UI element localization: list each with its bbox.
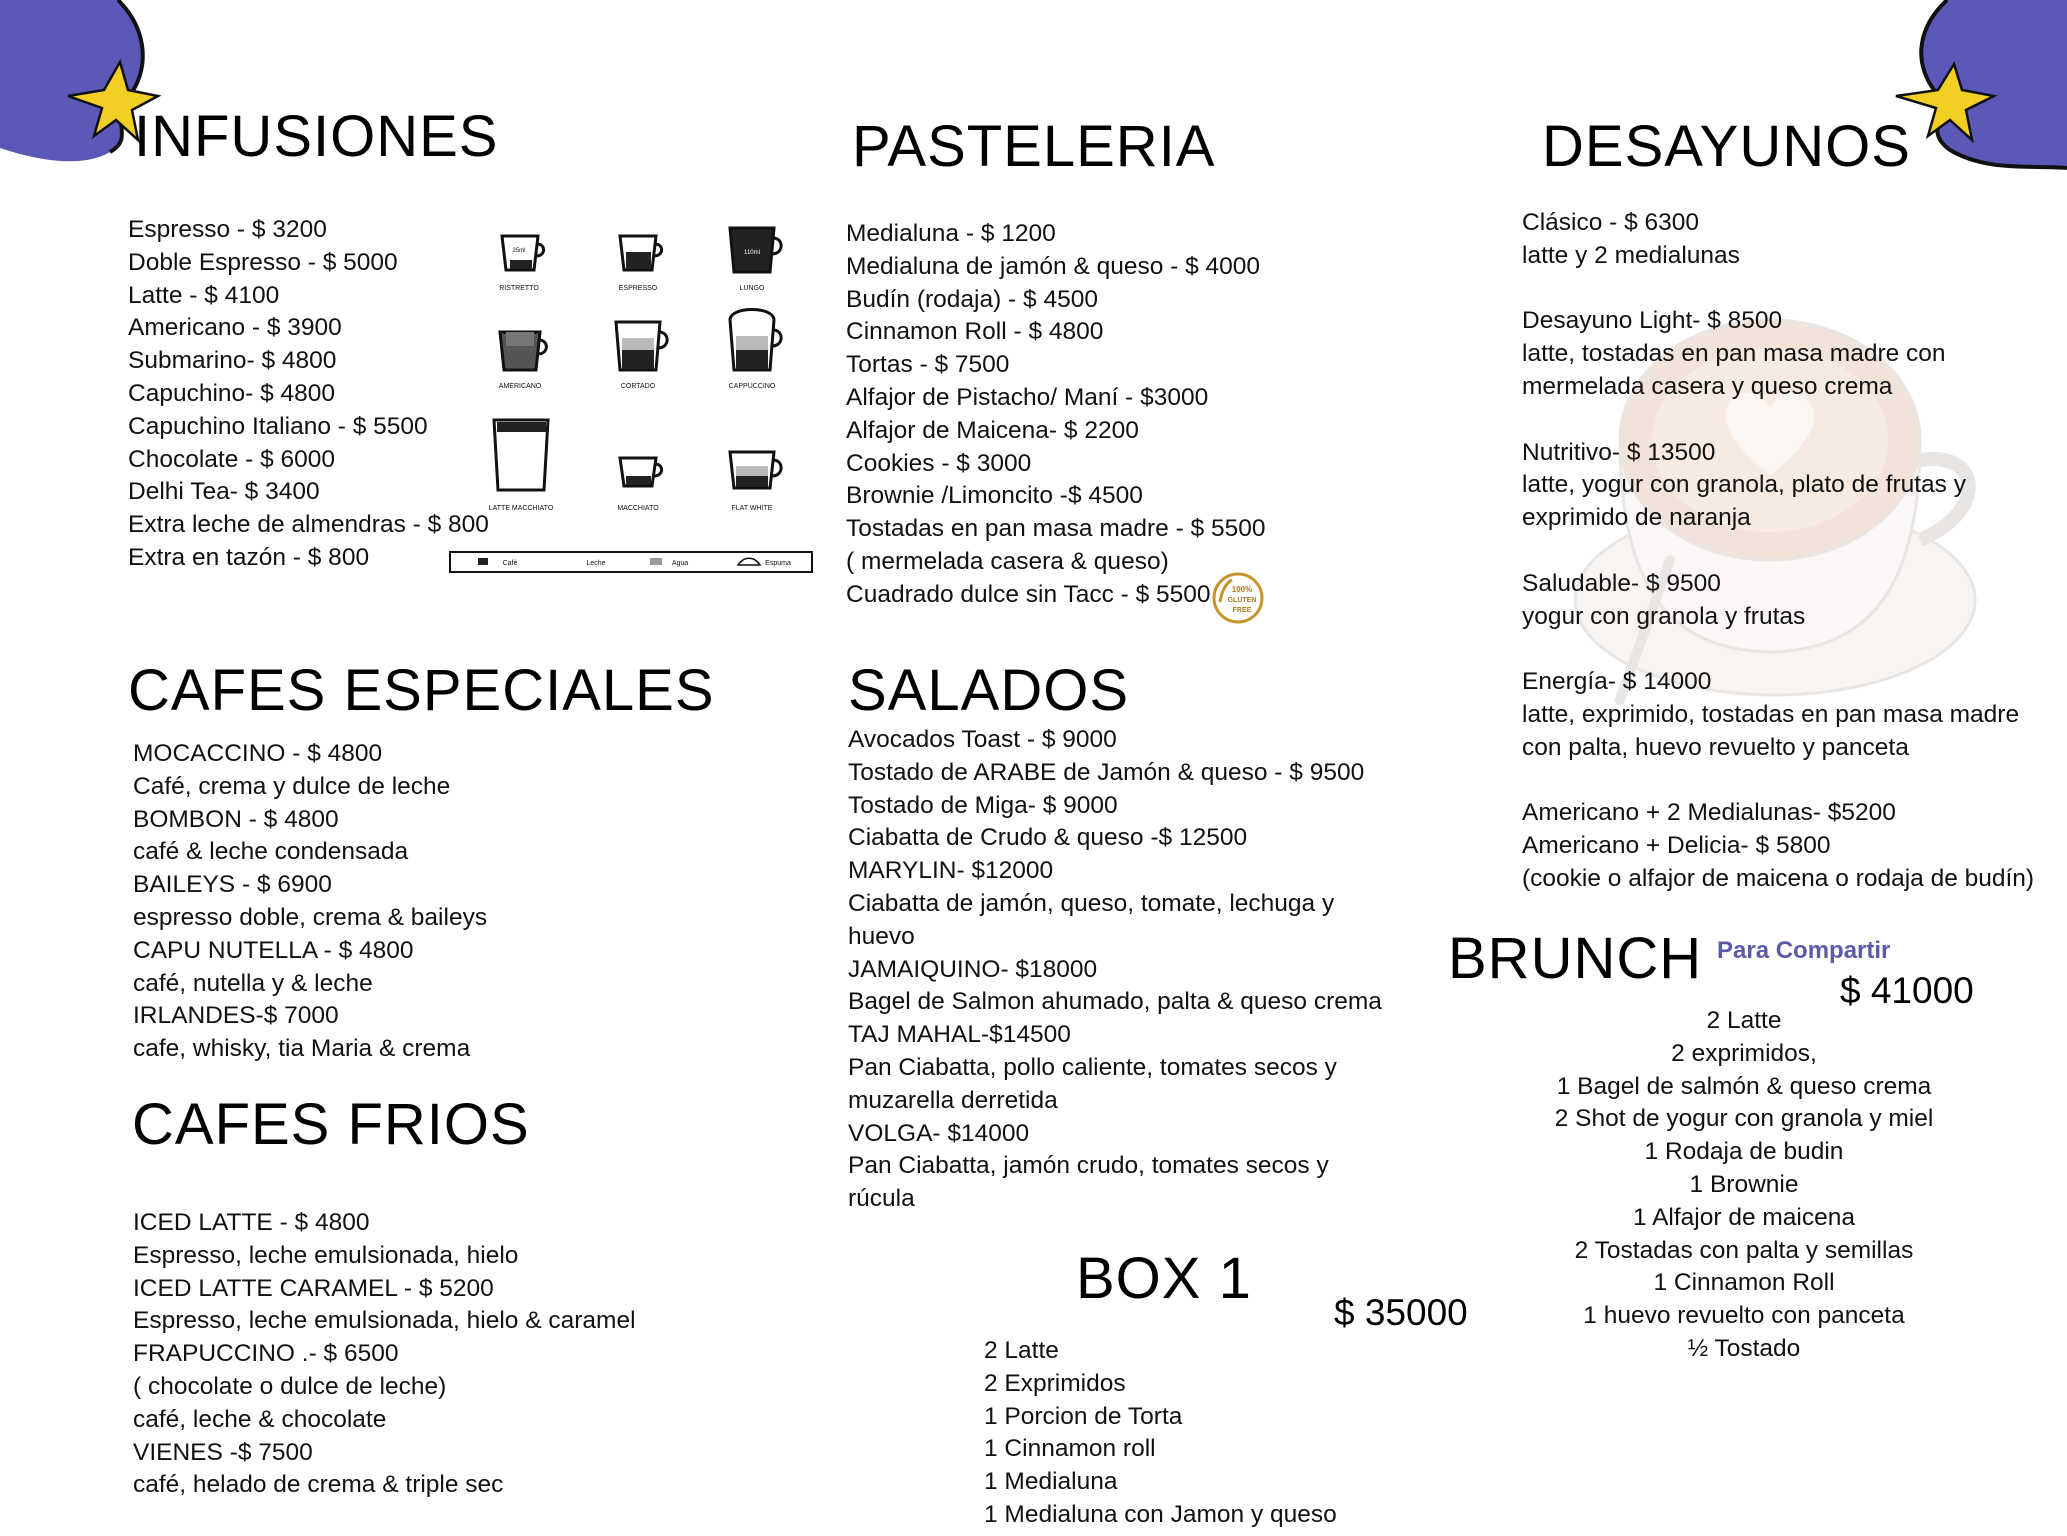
menu-line: con palta, huevo revuelto y panceta [1522, 733, 1909, 761]
menu-line: MARYLIN- $12000 [848, 857, 1054, 885]
menu-line: Budín (rodaja) - $ 4500 [846, 285, 1098, 313]
menu-line: 1 Cinnamon Roll [1653, 1269, 1835, 1297]
menu-line: Delhi Tea- $ 3400 [128, 478, 320, 506]
menu-line: Café, crema y dulce de leche [133, 772, 451, 800]
menu-line: Americano + Delicia- $ 5800 [1522, 832, 1831, 860]
volume-25ml: 25ml [512, 248, 526, 254]
cup-label-ristretto: RISTRETTO [499, 285, 539, 292]
menu-line: Cinnamon Roll - $ 4800 [846, 318, 1104, 346]
menu-line: Espresso - $ 3200 [128, 216, 327, 243]
cup-label-cortado: CORTADO [620, 383, 656, 390]
menu-line: 2 Latte [984, 1337, 1059, 1364]
menu-line: ( chocolate o dulce de leche) [133, 1372, 447, 1400]
cup-americano [499, 332, 547, 390]
menu-line: Clásico - $ 6300 [1522, 209, 1700, 236]
menu-line: Doble Espresso - $ 5000 [128, 248, 398, 276]
menu-line: JAMAIQUINO- $18000 [848, 955, 1098, 983]
menu-line: 1 huevo revuelto con panceta [1583, 1302, 1905, 1330]
menu-line: Pan Ciabatta, jamón crudo, tomates secos y [848, 1152, 1329, 1180]
menu-line: café, leche & chocolate [133, 1405, 387, 1433]
box1-price: $ 35000 [1334, 1292, 1468, 1333]
spacer [1522, 535, 2034, 568]
cup-cappuccino [729, 310, 781, 391]
spacer [1522, 633, 2034, 666]
menu-line: muzarella derretida [848, 1086, 1058, 1114]
menu-line: ( mermelada casera & queso) [846, 547, 1169, 575]
menu-line: 1 Cinnamon roll [984, 1435, 1156, 1463]
menu-line: 1 Bagel de salmón & queso crema [1556, 1072, 1932, 1100]
section-title-box1: BOX 1 [1076, 1246, 1252, 1311]
menu-line: Chocolate - $ 6000 [128, 445, 336, 473]
menu-line: Espresso, leche emulsionada, hielo & caramel [133, 1307, 636, 1335]
menu-line: Avocados Toast - $ 9000 [848, 726, 1117, 753]
gluten-free-badge [1212, 572, 1264, 624]
svg-text:FREE: FREE [1232, 607, 1252, 614]
menu-line: 1 Rodaja de budin [1644, 1138, 1844, 1166]
menu-line: 1 Medialuna con Jamon y queso [984, 1500, 1337, 1528]
menu-line: Saludable- $ 9500 [1522, 569, 1721, 597]
menu-line: VIENES -$ 7500 [133, 1438, 313, 1466]
cup-flat-white [730, 452, 781, 512]
menu-line: Capuchino Italiano - $ 5500 [128, 412, 428, 440]
section-title-brunch: BRUNCH [1448, 926, 1703, 991]
menu-line: VOLGA- $14000 [848, 1119, 1030, 1147]
menu-line: Ciabatta de Crudo & queso -$ 12500 [848, 824, 1248, 852]
cup-label-lungo: LUNGO [739, 285, 765, 292]
menu-line: ICED LATTE CARAMEL - $ 5200 [133, 1274, 494, 1302]
cup-label-cappuccino: CAPPUCCINO [728, 383, 776, 390]
menu-line: latte, yogur con granola, plato de frutas y [1522, 471, 1966, 499]
legend-espuma: Espuma [765, 560, 791, 567]
cafes-especiales-list [133, 738, 487, 1066]
cup-macchiato [617, 458, 661, 512]
coffee-types-guide [448, 222, 818, 574]
legend-agua: Agua [671, 560, 689, 567]
menu-line: latte, tostadas en pan masa madre con [1522, 340, 1946, 368]
menu-line: Americano - $ 3900 [128, 314, 342, 342]
menu-line: cafe, whisky, tia Maria & crema [133, 1035, 471, 1063]
menu-line: Medialuna de jamón & queso - $ 4000 [846, 252, 1261, 280]
menu-line: (cookie o alfajor de maicena o rodaja de budín) [1522, 864, 2035, 892]
menu-line: Capuchino- $ 4800 [128, 379, 336, 407]
menu-line: 1 Brownie [1689, 1170, 1799, 1198]
corner-decoration-right [1892, 0, 2067, 175]
pasteleria-list [846, 218, 1265, 612]
menu-line: Extra en tazón - $ 800 [128, 543, 370, 571]
menu-line: Submarino- $ 4800 [128, 347, 337, 375]
menu-line: Brownie /Limoncito -$ 4500 [846, 482, 1143, 510]
cup-latte-macchiato [489, 420, 554, 512]
menu-line: Alfajor de Maicena- $ 2200 [846, 416, 1139, 444]
menu-line: Tostado de ARABE de Jamón & queso - $ 9500 [848, 758, 1365, 786]
cup-label-macchiato: MACCHIATO [617, 505, 659, 512]
menu-line: Nutritivo- $ 13500 [1522, 438, 1716, 466]
menu-line: 2 Latte [1706, 1007, 1782, 1034]
box1-list [984, 1335, 1337, 1532]
section-title-desayunos: DESAYUNOS [1542, 114, 1911, 179]
menu-line: exprimido de naranja [1522, 504, 1751, 532]
section-title-cafes-especiales: CAFES ESPECIALES [128, 658, 715, 723]
menu-line: café, nutella y & leche [133, 969, 373, 997]
brunch-tag: Para Compartir [1717, 937, 1891, 964]
desayunos-list [1522, 207, 2034, 896]
menu-line: Cookies - $ 3000 [846, 449, 1032, 477]
menu-line: rúcula [848, 1185, 915, 1213]
menu-line: Latte - $ 4100 [128, 281, 280, 309]
cup-label-latte-macchiato: LATTE MACCHIATO [488, 505, 554, 512]
menu-line: Americano + 2 Medialunas- $5200 [1522, 799, 1896, 827]
section-title-cafes-frios: CAFES FRIOS [132, 1092, 530, 1157]
menu-line: 2 Shot de yogur con granola y miel [1554, 1105, 1934, 1133]
section-title-infusiones: INFUSIONES [134, 104, 499, 169]
menu-line: latte, exprimido, tostadas en pan masa madre [1522, 700, 2020, 728]
menu-line: 2 Exprimidos [984, 1369, 1126, 1397]
menu-line: latte y 2 medialunas [1522, 241, 1740, 269]
svg-text:100%: 100% [1231, 585, 1253, 594]
salados-list [848, 724, 1382, 1216]
menu-line: IRLANDES-$ 7000 [133, 1002, 339, 1030]
menu-line: café & leche condensada [133, 838, 409, 866]
menu-line: Medialuna - $ 1200 [846, 220, 1056, 247]
menu-line: ICED LATTE - $ 4800 [133, 1209, 370, 1236]
spacer [1522, 273, 2034, 306]
section-title-salados: SALADOS [848, 658, 1129, 723]
menu-line: Alfajor de Pistacho/ Maní - $3000 [846, 383, 1209, 411]
section-title-pasteleria: PASTELERIA [852, 114, 1216, 179]
menu-line: Ciabatta de jamón, queso, tomate, lechuga y [848, 889, 1335, 917]
legend-cafe: Café [502, 560, 518, 567]
menu-line: Cuadrado dulce sin Tacc - $ 5500 [846, 580, 1211, 608]
guide-legend [450, 552, 812, 572]
menu-line: Tostado de Miga- $ 9000 [848, 791, 1118, 819]
cup-cortado [616, 322, 667, 390]
menu-line: Pan Ciabatta, pollo caliente, tomates secos y [848, 1053, 1337, 1081]
cafes-frios-list [133, 1207, 636, 1502]
cup-label-americano: AMERICANO [498, 383, 542, 390]
volume-110ml: 110ml [744, 250, 760, 256]
menu-line: MOCACCINO - $ 4800 [133, 740, 383, 767]
svg-text:GLUTEN: GLUTEN [1227, 597, 1257, 604]
menu-line: 2 Tostadas con palta y semillas [1574, 1236, 1914, 1264]
menu-line: ½ Tostado [1687, 1334, 1801, 1362]
menu-line: Bagel de Salmon ahumado, palta & queso crema [848, 988, 1382, 1016]
spacer [1522, 765, 2034, 798]
legend-leche: Leche [586, 560, 606, 567]
menu-line: 1 Alfajor de maicena [1633, 1203, 1855, 1231]
menu-line: 1 Porcion de Torta [984, 1402, 1183, 1430]
cup-espresso [619, 236, 662, 292]
menu-line: 2 exprimidos, [1671, 1039, 1817, 1067]
volume-40ml: 40ml [631, 244, 645, 250]
menu-line: BAILEYS - $ 6900 [133, 871, 332, 899]
spacer [1522, 404, 2034, 437]
menu-line: espresso doble, crema & baileys [133, 903, 488, 931]
menu-line: huevo [848, 922, 915, 950]
cup-lungo [730, 228, 781, 292]
cup-ristretto [499, 236, 543, 292]
menu-line: Desayuno Light- $ 8500 [1522, 307, 1783, 335]
brunch-list [1494, 1005, 1994, 1366]
menu-line: TAJ MAHAL-$14500 [848, 1021, 1071, 1049]
cup-label-espresso: ESPRESSO [618, 285, 658, 292]
menu-line: café, helado de crema & triple sec [133, 1471, 504, 1499]
menu-line: yogur con granola y frutas [1522, 602, 1806, 630]
menu-line: mermelada casera y queso crema [1522, 372, 1893, 400]
menu-line: BOMBON - $ 4800 [133, 805, 339, 833]
cup-label-flat-white: FLAT WHITE [731, 505, 773, 512]
menu-line: 1 Medialuna [984, 1468, 1118, 1496]
brunch-price: $ 41000 [1840, 970, 1974, 1011]
infusiones-list [128, 214, 489, 575]
menu-line: Tortas - $ 7500 [846, 351, 1010, 379]
menu-line: Energía- $ 14000 [1522, 668, 1712, 696]
menu-line: CAPU NUTELLA - $ 4800 [133, 936, 414, 964]
menu-line: Extra leche de almendras - $ 800 [128, 511, 489, 539]
menu-line: Espresso, leche emulsionada, hielo [133, 1241, 519, 1269]
menu-line: Tostadas en pan masa madre - $ 5500 [846, 515, 1266, 543]
menu-line: FRAPUCCINO .- $ 6500 [133, 1340, 399, 1368]
